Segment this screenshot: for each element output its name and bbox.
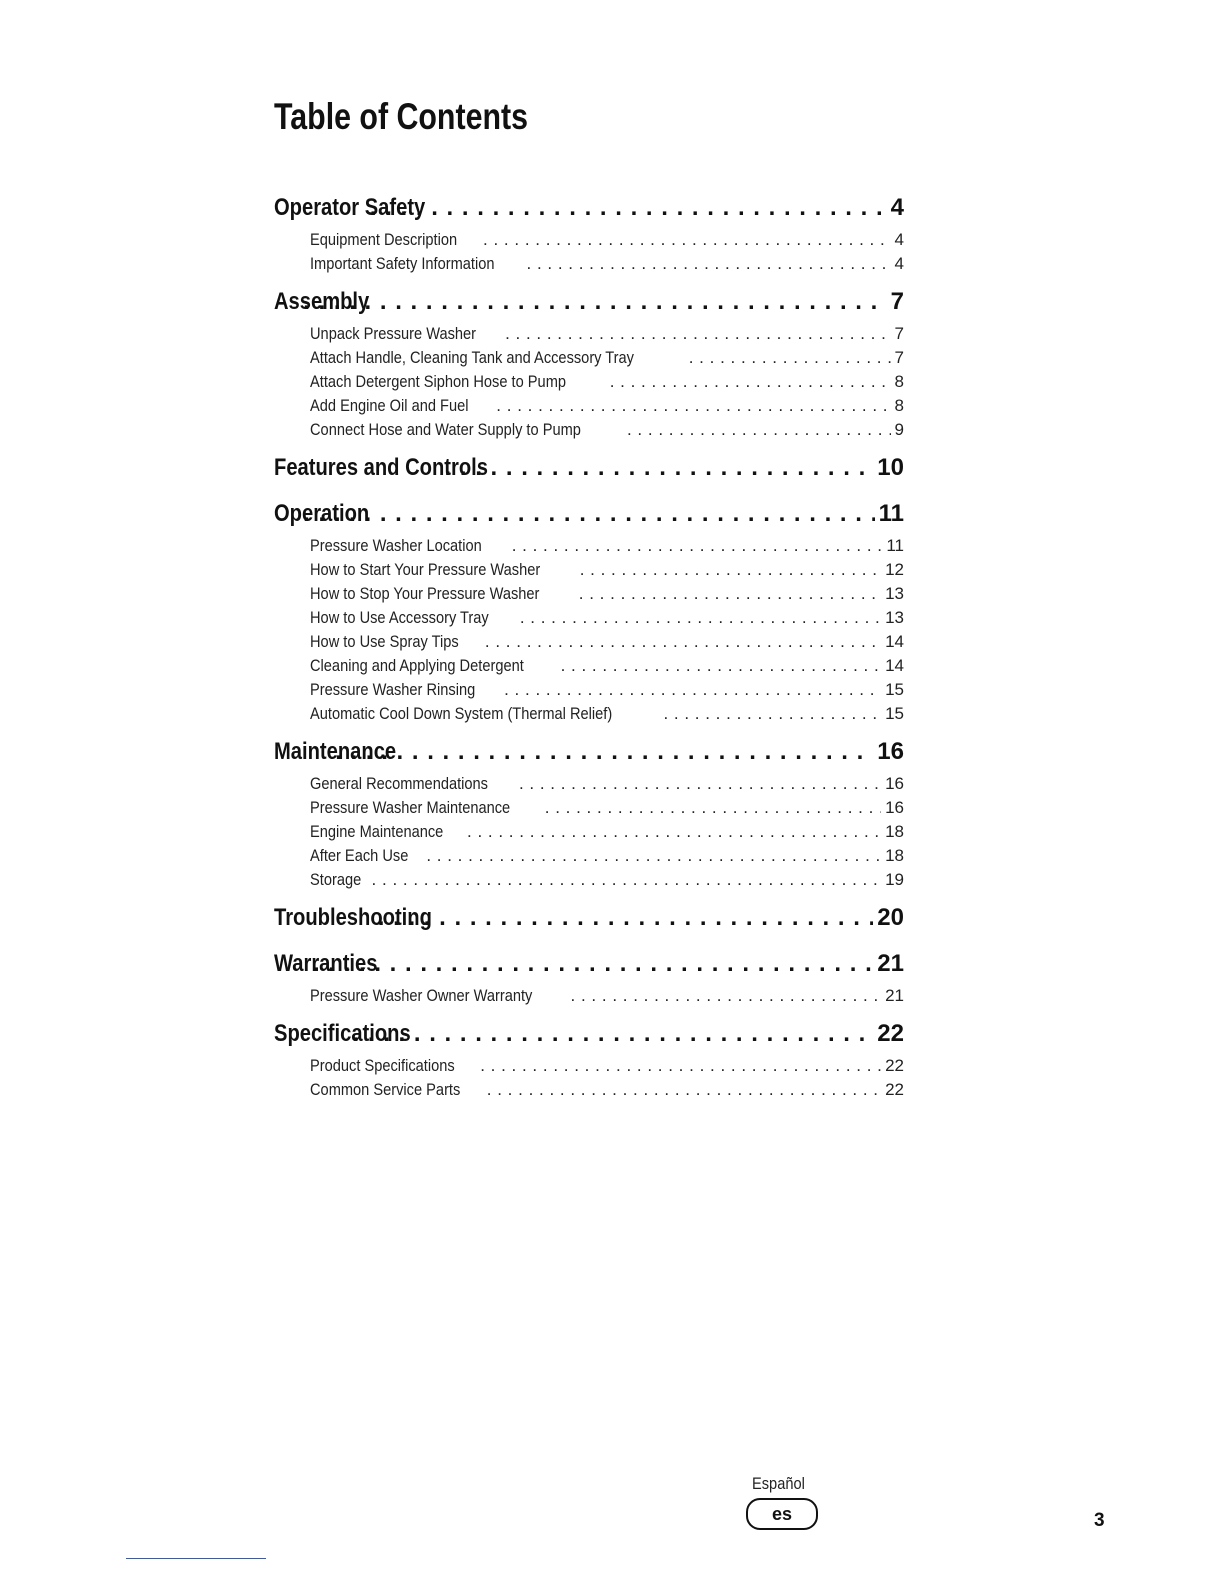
toc-subentry[interactable] <box>274 372 904 396</box>
toc-subentry[interactable] <box>274 1080 904 1104</box>
section-page-number: 16 <box>877 738 904 765</box>
dot-leader <box>441 454 874 482</box>
subentry-page-number: 4 <box>894 254 904 273</box>
toc-section-entry[interactable] <box>274 904 904 940</box>
dot-leader <box>299 500 874 528</box>
toc-subentry[interactable] <box>274 396 904 420</box>
dot-leader <box>485 1080 881 1100</box>
toc-section-entry[interactable] <box>274 738 904 774</box>
subentry-title: How to Start Your Pressure Washer <box>310 560 541 579</box>
subentry-page-number: 16 <box>885 774 904 793</box>
dot-leader <box>299 288 886 316</box>
dot-leader <box>518 608 881 628</box>
dot-leader <box>481 230 891 250</box>
dot-leader <box>608 372 891 392</box>
dot-leader <box>366 194 887 222</box>
toc-subentry[interactable] <box>274 420 904 444</box>
language-tab-es[interactable]: es <box>746 1498 818 1530</box>
subentry-title: Common Service Parts <box>310 1080 461 1099</box>
subentry-title: Attach Handle, Cleaning Tank and Accessory Tray <box>310 348 634 367</box>
toc-section-entry[interactable] <box>274 1020 904 1056</box>
language-label: Español <box>752 1474 805 1493</box>
toc-subentry[interactable] <box>274 656 904 680</box>
toc-subentry[interactable] <box>274 608 904 632</box>
toc-section <box>274 1020 904 1104</box>
subentry-title: Important Safety Information <box>310 254 495 273</box>
subentry-title: Pressure Washer Maintenance <box>310 798 511 817</box>
dot-leader <box>370 870 882 890</box>
section-title: Maintenance <box>274 738 397 765</box>
toc-subentry[interactable] <box>274 846 904 870</box>
dot-leader <box>309 950 873 978</box>
section-title: Features and Controls <box>274 454 488 481</box>
subentry-page-number: 7 <box>894 324 904 343</box>
subentry-page-number: 18 <box>885 822 904 841</box>
dot-leader <box>543 798 881 818</box>
subentry-page-number: 22 <box>885 1056 904 1075</box>
subentry-title: Add Engine Oil and Fuel <box>310 396 469 415</box>
dot-leader <box>687 348 891 368</box>
subentry-title: How to Stop Your Pressure Washer <box>310 584 540 603</box>
footer-divider <box>126 1558 266 1559</box>
toc-section <box>274 738 904 894</box>
toc-subentry[interactable] <box>274 822 904 846</box>
toc-subentry[interactable] <box>274 348 904 372</box>
dot-leader <box>525 254 891 274</box>
section-title: Troubleshooting <box>274 904 432 931</box>
subentry-page-number: 7 <box>894 348 904 367</box>
toc-subentry[interactable] <box>274 536 904 560</box>
subentry-page-number: 11 <box>886 536 904 555</box>
page-number: 3 <box>1094 1510 1105 1531</box>
toc-section-entry[interactable] <box>274 288 904 324</box>
subentry-title: General Recommendations <box>310 774 488 793</box>
toc-section <box>274 950 904 1010</box>
toc-subentry[interactable] <box>274 680 904 704</box>
section-page-number: 4 <box>890 194 904 221</box>
section-title: Warranties <box>274 950 378 977</box>
subentry-title: After Each Use <box>310 846 409 865</box>
toc-subentry[interactable] <box>274 632 904 656</box>
toc-subentry[interactable] <box>274 774 904 798</box>
subentry-title: Pressure Washer Owner Warranty <box>310 986 533 1005</box>
section-title: Specifications <box>274 1020 411 1047</box>
subentry-page-number: 9 <box>894 420 904 439</box>
dot-leader <box>424 846 881 866</box>
dot-leader <box>661 704 881 724</box>
table-of-contents <box>274 194 904 1114</box>
dot-leader <box>478 1056 881 1076</box>
subentry-page-number: 14 <box>885 656 904 675</box>
subentry-title: Equipment Description <box>310 230 458 249</box>
subentry-title: Attach Detergent Siphon Hose to Pump <box>310 372 567 391</box>
section-title: Operation <box>274 500 370 527</box>
subentry-page-number: 15 <box>885 704 904 723</box>
toc-section-entry[interactable] <box>274 950 904 986</box>
subentry-page-number: 14 <box>885 632 904 651</box>
subentry-title: Unpack Pressure Washer <box>310 324 477 343</box>
subentry-title: Cleaning and Applying Detergent <box>310 656 524 675</box>
toc-subentry[interactable] <box>274 870 904 894</box>
dot-leader <box>374 904 874 932</box>
dot-leader <box>625 420 891 440</box>
subentry-page-number: 16 <box>885 798 904 817</box>
dot-leader <box>494 396 890 416</box>
toc-section <box>274 454 904 490</box>
subentry-page-number: 4 <box>894 230 904 249</box>
dot-leader <box>578 560 881 580</box>
subentry-title: Connect Hose and Water Supply to Pump <box>310 420 581 439</box>
dot-leader <box>559 656 882 676</box>
toc-subentry[interactable] <box>274 1056 904 1080</box>
section-page-number: 7 <box>890 288 904 315</box>
dot-leader <box>517 774 881 794</box>
section-page-number: 20 <box>877 904 904 931</box>
subentry-page-number: 21 <box>885 986 904 1005</box>
toc-subentry[interactable] <box>274 560 904 584</box>
toc-section-entry[interactable] <box>274 194 904 230</box>
toc-subentry[interactable] <box>274 254 904 278</box>
section-title: Assembly <box>274 288 370 315</box>
toc-section-entry[interactable] <box>274 454 904 490</box>
subentry-page-number: 8 <box>894 396 904 415</box>
toc-section <box>274 288 904 444</box>
toc-subentry[interactable] <box>274 324 904 348</box>
toc-section <box>274 500 904 728</box>
dot-leader <box>503 324 890 344</box>
section-page-number: 22 <box>877 1020 904 1047</box>
section-title: Operator Safety <box>274 194 426 221</box>
toc-subentry[interactable] <box>274 584 904 608</box>
page-title: Table of Contents <box>274 96 528 137</box>
dot-leader <box>483 632 881 652</box>
subentry-title: Pressure Washer Rinsing <box>310 680 476 699</box>
dot-leader <box>349 1020 874 1048</box>
dot-leader <box>465 822 881 842</box>
section-page-number: 10 <box>877 454 904 481</box>
subentry-title: Pressure Washer Location <box>310 536 482 555</box>
subentry-page-number: 18 <box>885 846 904 865</box>
subentry-page-number: 8 <box>894 372 904 391</box>
toc-subentry[interactable] <box>274 986 904 1010</box>
toc-subentry[interactable] <box>274 230 904 254</box>
toc-section <box>274 194 904 278</box>
subentry-page-number: 12 <box>885 560 904 579</box>
toc-section <box>274 904 904 940</box>
toc-section-entry[interactable] <box>274 500 904 536</box>
dot-leader <box>577 584 881 604</box>
dot-leader <box>510 536 883 556</box>
toc-subentry[interactable] <box>274 704 904 728</box>
toc-subentry[interactable] <box>274 798 904 822</box>
subentry-title: Engine Maintenance <box>310 822 444 841</box>
subentry-title: Product Specifications <box>310 1056 455 1075</box>
subentry-page-number: 13 <box>885 608 904 627</box>
subentry-title: Automatic Cool Down System (Thermal Relief) <box>310 704 613 723</box>
dot-leader <box>331 738 873 766</box>
subentry-title: Storage <box>310 870 362 889</box>
subentry-page-number: 15 <box>885 680 904 699</box>
dot-leader <box>502 680 881 700</box>
dot-leader <box>569 986 882 1006</box>
subentry-title: How to Use Spray Tips <box>310 632 459 651</box>
section-page-number: 21 <box>877 950 904 977</box>
subentry-page-number: 19 <box>885 870 904 889</box>
subentry-page-number: 22 <box>885 1080 904 1099</box>
subentry-page-number: 13 <box>885 584 904 603</box>
subentry-title: How to Use Accessory Tray <box>310 608 489 627</box>
section-page-number: 11 <box>878 500 904 527</box>
